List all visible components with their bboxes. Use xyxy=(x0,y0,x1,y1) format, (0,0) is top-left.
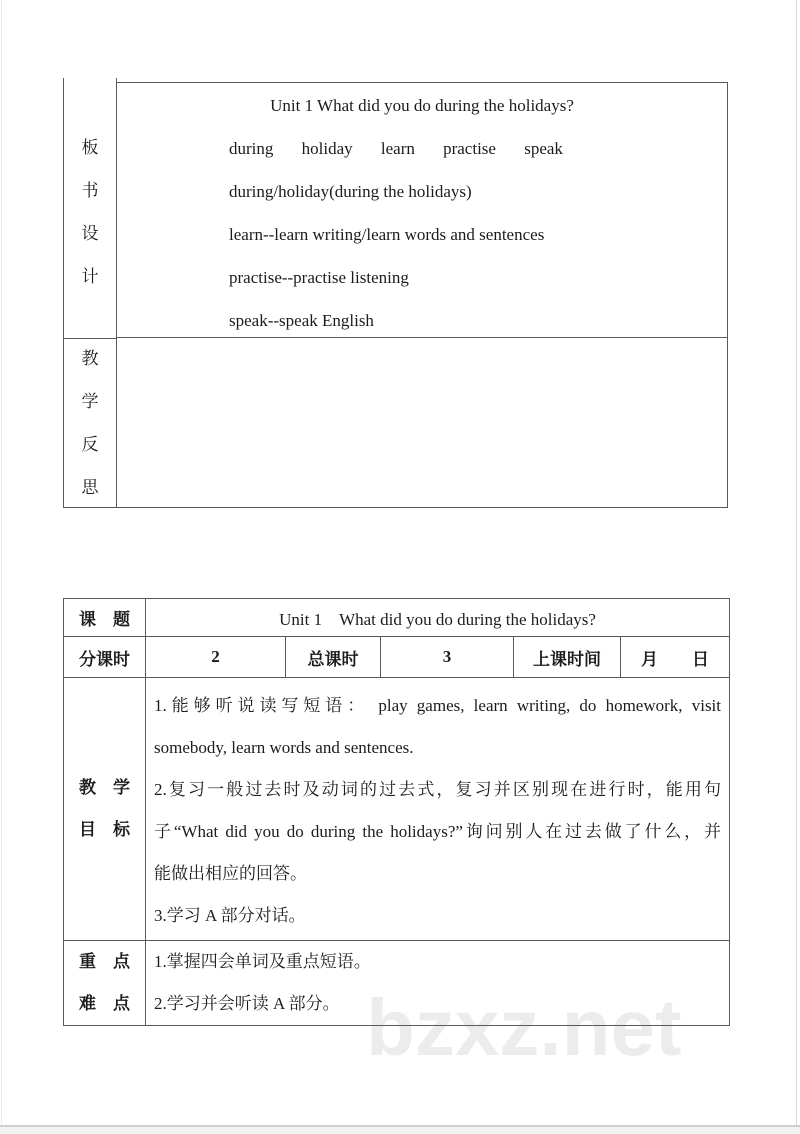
keypoint-line: 2.学习并会听读 A 部分。 xyxy=(154,994,340,1013)
board-design-label xyxy=(64,78,116,338)
topic-value: Unit 1 What did you do during the holidays? xyxy=(146,599,730,637)
objective-line: 能做出相应的回答。 xyxy=(154,864,307,883)
objectives-label xyxy=(64,678,146,941)
label-char: 思 xyxy=(81,478,99,497)
label-char: 教 xyxy=(81,349,99,368)
keypoint-line: 1.掌握四会单词及重点短语。 xyxy=(154,952,371,971)
teaching-reflection-content xyxy=(117,338,727,507)
lesson-plan-table xyxy=(63,598,730,1026)
objectives-label-line: 教 学 xyxy=(79,778,130,797)
class-time-value: 月 日 xyxy=(621,637,730,678)
lesson-schedule-row xyxy=(64,637,730,678)
objective-line: 3.学习 A 部分对话。 xyxy=(154,906,306,925)
label-char: 反 xyxy=(81,435,99,454)
keypoints-label xyxy=(64,941,146,1026)
topic-label: 课 题 xyxy=(64,599,146,637)
objectives-label-line: 目 标 xyxy=(79,820,130,839)
board-design-content xyxy=(117,83,727,338)
class-time-label: 上课时间 xyxy=(514,637,621,678)
keypoints-content xyxy=(146,941,730,1026)
label-char: 书 xyxy=(81,181,99,200)
board-line: learn--learn writing/learn words and sentences xyxy=(229,225,545,244)
label-char: 学 xyxy=(81,392,99,411)
board-line: during/holiday(during the holidays) xyxy=(229,182,472,201)
teaching-reflection-label xyxy=(64,338,116,507)
board-line: speak--speak English xyxy=(229,311,374,330)
period-label: 分课时 xyxy=(64,637,146,678)
objective-line: somebody, learn words and sentences. xyxy=(154,738,414,757)
lesson-title-row xyxy=(64,599,730,637)
label-char: 设 xyxy=(81,224,99,243)
board-line: practise--practise listening xyxy=(229,268,409,287)
objectives-content xyxy=(146,678,730,941)
objective-line: 1.能够听说读写短语： play games, learn writing, do homework, visit xyxy=(154,696,722,715)
label-char: 计 xyxy=(81,267,99,286)
objectives-row xyxy=(64,678,730,941)
page-left-edge xyxy=(1,0,2,1134)
keypoints-label-line: 难 点 xyxy=(79,994,130,1013)
objective-line: 2.复习一般过去时及动词的过去式，复习并区别现在进行时，能用句 xyxy=(154,780,722,799)
keypoints-label-line: 重 点 xyxy=(79,952,130,971)
board-table-label-column xyxy=(63,78,117,508)
site-watermark: bzxz.net xyxy=(366,983,682,1072)
total-periods-label: 总课时 xyxy=(286,637,381,678)
total-periods-value: 3 xyxy=(381,637,514,678)
period-value: 2 xyxy=(146,637,286,678)
label-char: 板 xyxy=(81,138,99,157)
board-vocab-line: during holiday learn practise speak xyxy=(229,139,563,158)
page-right-edge xyxy=(796,0,797,1134)
keypoints-row xyxy=(64,941,730,1026)
objective-line: 子“What did you do during the holidays?”询问别人在过去做了什么，并 xyxy=(154,822,722,841)
page-bottom-margin xyxy=(0,1127,800,1134)
board-title-line: Unit 1 What did you do during the holidays? xyxy=(270,96,574,115)
board-table-content-column xyxy=(116,82,728,508)
